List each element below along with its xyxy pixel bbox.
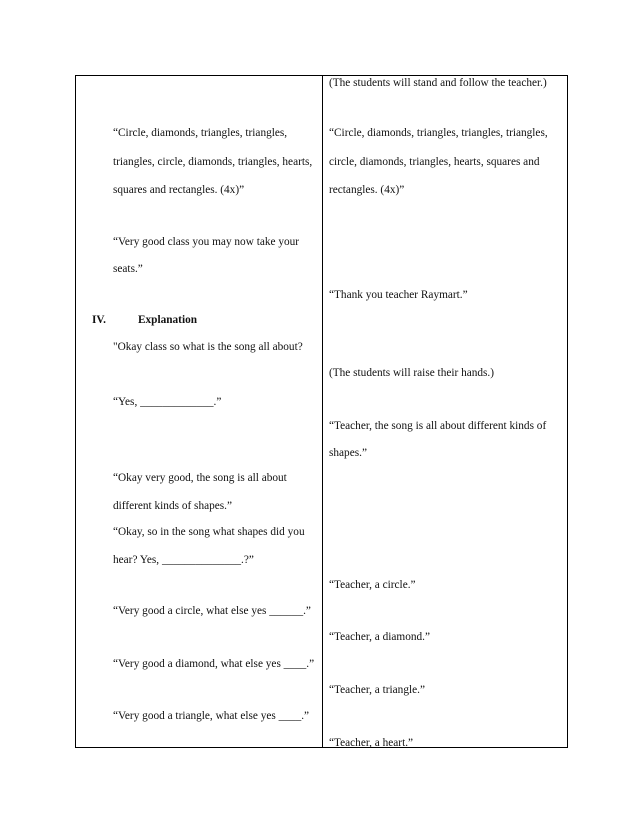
teacher-seats-line-1: “Very good class you may now take your <box>113 236 300 248</box>
teacher-confirm-line-2: different kinds of shapes.” <box>113 500 233 512</box>
teacher-shapes-question-line-1: “Okay, so in the song what shapes did you <box>113 526 305 538</box>
students-triangle: “Teacher, a triangle.” <box>329 684 425 696</box>
students-song-line-2: circle, diamonds, triangles, hearts, squares and <box>329 156 540 168</box>
column-divider <box>322 76 323 747</box>
students-diamond: “Teacher, a diamond.” <box>329 631 430 643</box>
teacher-shapes-question-line-2: hear? Yes, ______________.?” <box>113 554 254 566</box>
teacher-circle-reply: “Very good a circle, what else yes ______.” <box>113 605 311 617</box>
section-title: Explanation <box>138 314 198 326</box>
lesson-table <box>75 75 568 748</box>
students-answer-line-1: “Teacher, the song is all about different kinds of <box>329 420 547 432</box>
students-heart: “Teacher, a heart.” <box>329 737 414 749</box>
students-raise-hands: (The students will raise their hands.) <box>329 367 495 379</box>
students-stand: (The students will stand and follow the teacher.) <box>329 77 547 89</box>
teacher-seats-line-2: seats.” <box>113 263 143 275</box>
teacher-triangle-reply: “Very good a triangle, what else yes ____.” <box>113 710 310 722</box>
students-answer-line-2: shapes.” <box>329 447 367 459</box>
teacher-song-line-1: “Circle, diamonds, triangles, triangles, <box>113 127 288 139</box>
teacher-diamond-reply: “Very good a diamond, what else yes ____.” <box>113 658 315 670</box>
students-song-line-3: rectangles. (4x)” <box>329 184 405 196</box>
students-thanks: “Thank you teacher Raymart.” <box>329 289 468 301</box>
teacher-yes-prompt: “Yes, _____________.” <box>113 396 222 408</box>
teacher-confirm-line-1: “Okay very good, the song is all about <box>113 472 287 484</box>
students-song-line-1: “Circle, diamonds, triangles, triangles, triangles, <box>329 127 548 139</box>
students-circle: “Teacher, a circle.” <box>329 579 416 591</box>
teacher-song-line-3: squares and rectangles. (4x)” <box>113 184 245 196</box>
section-number: IV. <box>92 314 106 326</box>
teacher-song-line-2: triangles, circle, diamonds, triangles, hearts, <box>113 156 313 168</box>
teacher-question: "Okay class so what is the song all about? <box>113 341 303 353</box>
